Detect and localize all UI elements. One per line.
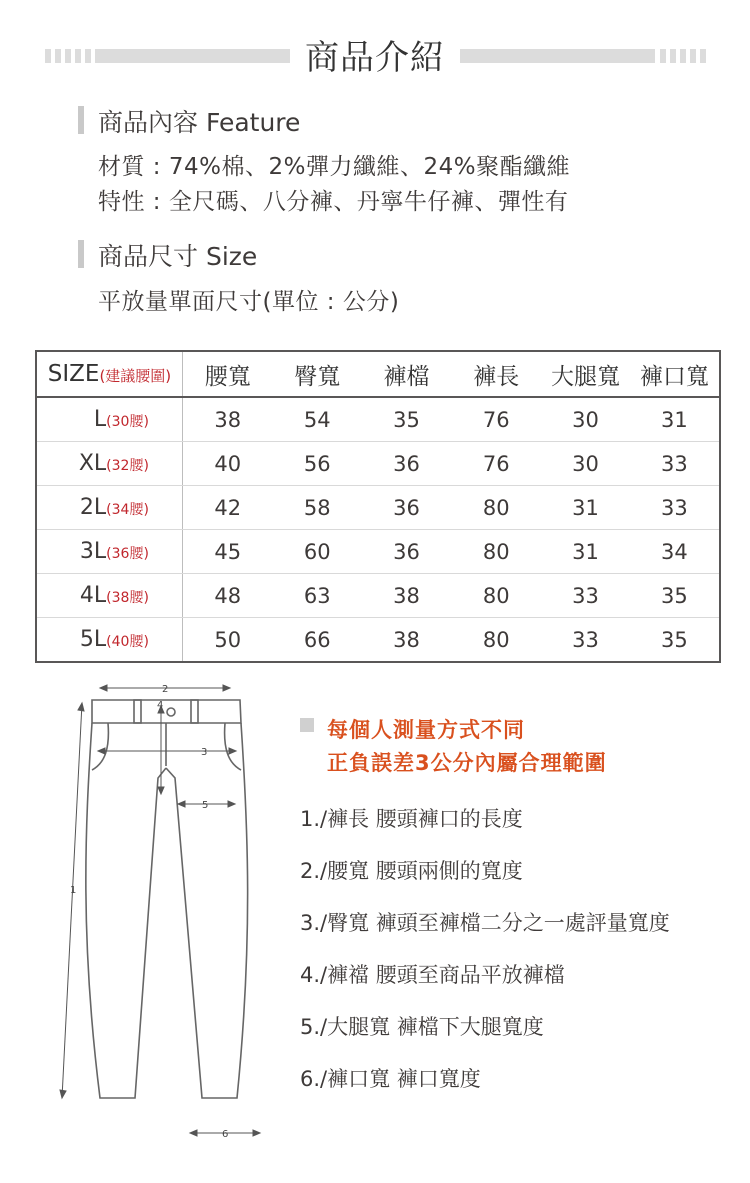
measurement-cell: 31 bbox=[630, 397, 720, 442]
table-row bbox=[36, 618, 720, 663]
definition-item: 2./腰寬 腰頭兩側的寬度 bbox=[300, 859, 523, 883]
measurement-cell: 35 bbox=[630, 574, 720, 618]
table-row bbox=[36, 397, 720, 442]
note-line-2: 正負誤差3公分內屬合理範圍 bbox=[327, 751, 607, 775]
header-deco-square bbox=[690, 49, 696, 63]
measurement-cell: 31 bbox=[541, 530, 629, 574]
diagram-label: 6 bbox=[222, 1129, 229, 1138]
material-line: 材質 : 74%棉、2%彈力纖維、24%聚酯纖維 bbox=[98, 154, 571, 180]
size-unit-note: 平放量單面尺寸(單位 : 公分) bbox=[98, 289, 400, 315]
table-row bbox=[36, 442, 720, 486]
column-header: 褲長 bbox=[451, 351, 541, 397]
waist-label: (30腰) bbox=[106, 414, 149, 430]
pants-outline bbox=[86, 700, 248, 1098]
column-header: 大腿寬 bbox=[541, 351, 629, 397]
table-row bbox=[36, 486, 720, 530]
measurement-cell: 76 bbox=[451, 397, 541, 442]
measurement-cell: 36 bbox=[362, 486, 451, 530]
measurement-cell: 33 bbox=[630, 486, 720, 530]
measurement-cell: 40 bbox=[182, 442, 272, 486]
size-label: 3L bbox=[79, 539, 107, 564]
waist-label: (38腰) bbox=[106, 590, 149, 606]
header-deco-square bbox=[75, 49, 81, 63]
page-title: 商品介紹 bbox=[305, 38, 445, 78]
size-label: 2L bbox=[79, 495, 107, 520]
measurement-cell: 80 bbox=[451, 530, 541, 574]
header-deco-square bbox=[660, 49, 666, 63]
measurement-cell: 54 bbox=[273, 397, 362, 442]
definition-item: 4./褲襠 腰頭至商品平放褲檔 bbox=[300, 963, 565, 987]
measurement-cell: 80 bbox=[482, 627, 510, 652]
measurement-cell: 42 bbox=[182, 486, 272, 530]
measurement-cell: 66 bbox=[303, 627, 331, 652]
table-header-row bbox=[36, 351, 720, 397]
definition-item: 3./臀寬 褲頭至褲檔二分之一處評量寬度 bbox=[300, 911, 670, 935]
measurement-cell: 76 bbox=[451, 442, 541, 486]
feature-section-title: 商品內容 Feature bbox=[98, 108, 301, 137]
size-label: XL bbox=[78, 451, 107, 476]
note-marker bbox=[300, 718, 314, 732]
size-cell bbox=[36, 486, 182, 530]
size-label: 4L bbox=[79, 583, 107, 608]
measurement-cell: 63 bbox=[273, 574, 362, 618]
size-cell bbox=[36, 397, 182, 442]
measurement-cell: 50 bbox=[214, 627, 242, 652]
column-header: 褲口寬 bbox=[630, 351, 720, 397]
measurement-cell: 35 bbox=[660, 627, 688, 652]
table-row bbox=[36, 574, 720, 618]
diagram-label: 1 bbox=[70, 885, 77, 896]
definition-item: 1./褲長 腰頭褲口的長度 bbox=[300, 807, 523, 831]
measurement-cell: 80 bbox=[451, 486, 541, 530]
measurement-cell: 30 bbox=[541, 442, 629, 486]
size-header-label: SIZE bbox=[47, 361, 100, 387]
measurement-cell: 35 bbox=[362, 397, 451, 442]
diagram-label: 2 bbox=[162, 684, 169, 695]
column-header: 腰寬 bbox=[182, 351, 272, 397]
diagram-label: 5 bbox=[202, 800, 209, 811]
pants-diagram bbox=[50, 678, 290, 1138]
header-left-bar bbox=[95, 49, 290, 63]
measurement-cell: 38 bbox=[182, 397, 272, 442]
waist-label: (34腰) bbox=[106, 502, 149, 518]
diagram-label: 4 bbox=[157, 700, 164, 711]
measurement-cell: 34 bbox=[630, 530, 720, 574]
size-table bbox=[35, 350, 721, 663]
waist-header-label: (建議腰圍) bbox=[99, 367, 172, 385]
waist-label: (36腰) bbox=[106, 546, 149, 562]
size-cell bbox=[36, 618, 182, 663]
header-deco-square bbox=[45, 49, 51, 63]
waist-label: (40腰) bbox=[106, 634, 149, 650]
traits-line: 特性 : 全尺碼、八分褲、丹寧牛仔褲、彈性有 bbox=[98, 189, 569, 215]
measurement-cell: 45 bbox=[182, 530, 272, 574]
measurement-cell: 38 bbox=[362, 574, 451, 618]
header-deco-square bbox=[65, 49, 71, 63]
header-deco-square bbox=[700, 49, 706, 63]
measurement-cell: 33 bbox=[541, 574, 629, 618]
header-deco-square bbox=[670, 49, 676, 63]
measurement-cell: 56 bbox=[273, 442, 362, 486]
size-cell bbox=[36, 442, 182, 486]
measurement-cell: 38 bbox=[393, 627, 420, 652]
column-header: 臀寬 bbox=[273, 351, 362, 397]
measurement-cell: 58 bbox=[273, 486, 362, 530]
table-row bbox=[36, 530, 720, 574]
waist-label: (32腰) bbox=[106, 458, 149, 474]
size-cell bbox=[36, 574, 182, 618]
measurement-cell: 60 bbox=[273, 530, 362, 574]
header-right-bar bbox=[460, 49, 655, 63]
size-label: 5L bbox=[79, 627, 107, 652]
measurement-cell: 36 bbox=[362, 530, 451, 574]
measurement-cell: 33 bbox=[630, 442, 720, 486]
measurement-cell: 48 bbox=[182, 574, 272, 618]
measurement-cell: 80 bbox=[451, 574, 541, 618]
definition-item: 6./褲口寬 褲口寬度 bbox=[300, 1067, 481, 1091]
measurement-cell: 33 bbox=[572, 627, 599, 652]
size-label: L bbox=[93, 407, 107, 432]
note-line-1: 每個人測量方式不同 bbox=[327, 718, 525, 742]
measurement-cell: 30 bbox=[541, 397, 629, 442]
section-marker bbox=[78, 240, 84, 268]
diagram-label: 3 bbox=[201, 747, 208, 758]
table-body bbox=[36, 397, 720, 662]
column-header: 褲檔 bbox=[362, 351, 451, 397]
size-section-title: 商品尺寸 Size bbox=[98, 242, 258, 271]
size-cell bbox=[36, 530, 182, 574]
section-marker bbox=[78, 106, 84, 134]
definition-item: 5./大腿寬 褲檔下大腿寬度 bbox=[300, 1015, 544, 1039]
measurement-cell: 31 bbox=[541, 486, 629, 530]
header-deco-square bbox=[55, 49, 61, 63]
measurement-cell: 36 bbox=[362, 442, 451, 486]
header-deco-square bbox=[680, 49, 686, 63]
table-corner-header bbox=[36, 351, 182, 397]
header-deco-square bbox=[85, 49, 91, 63]
